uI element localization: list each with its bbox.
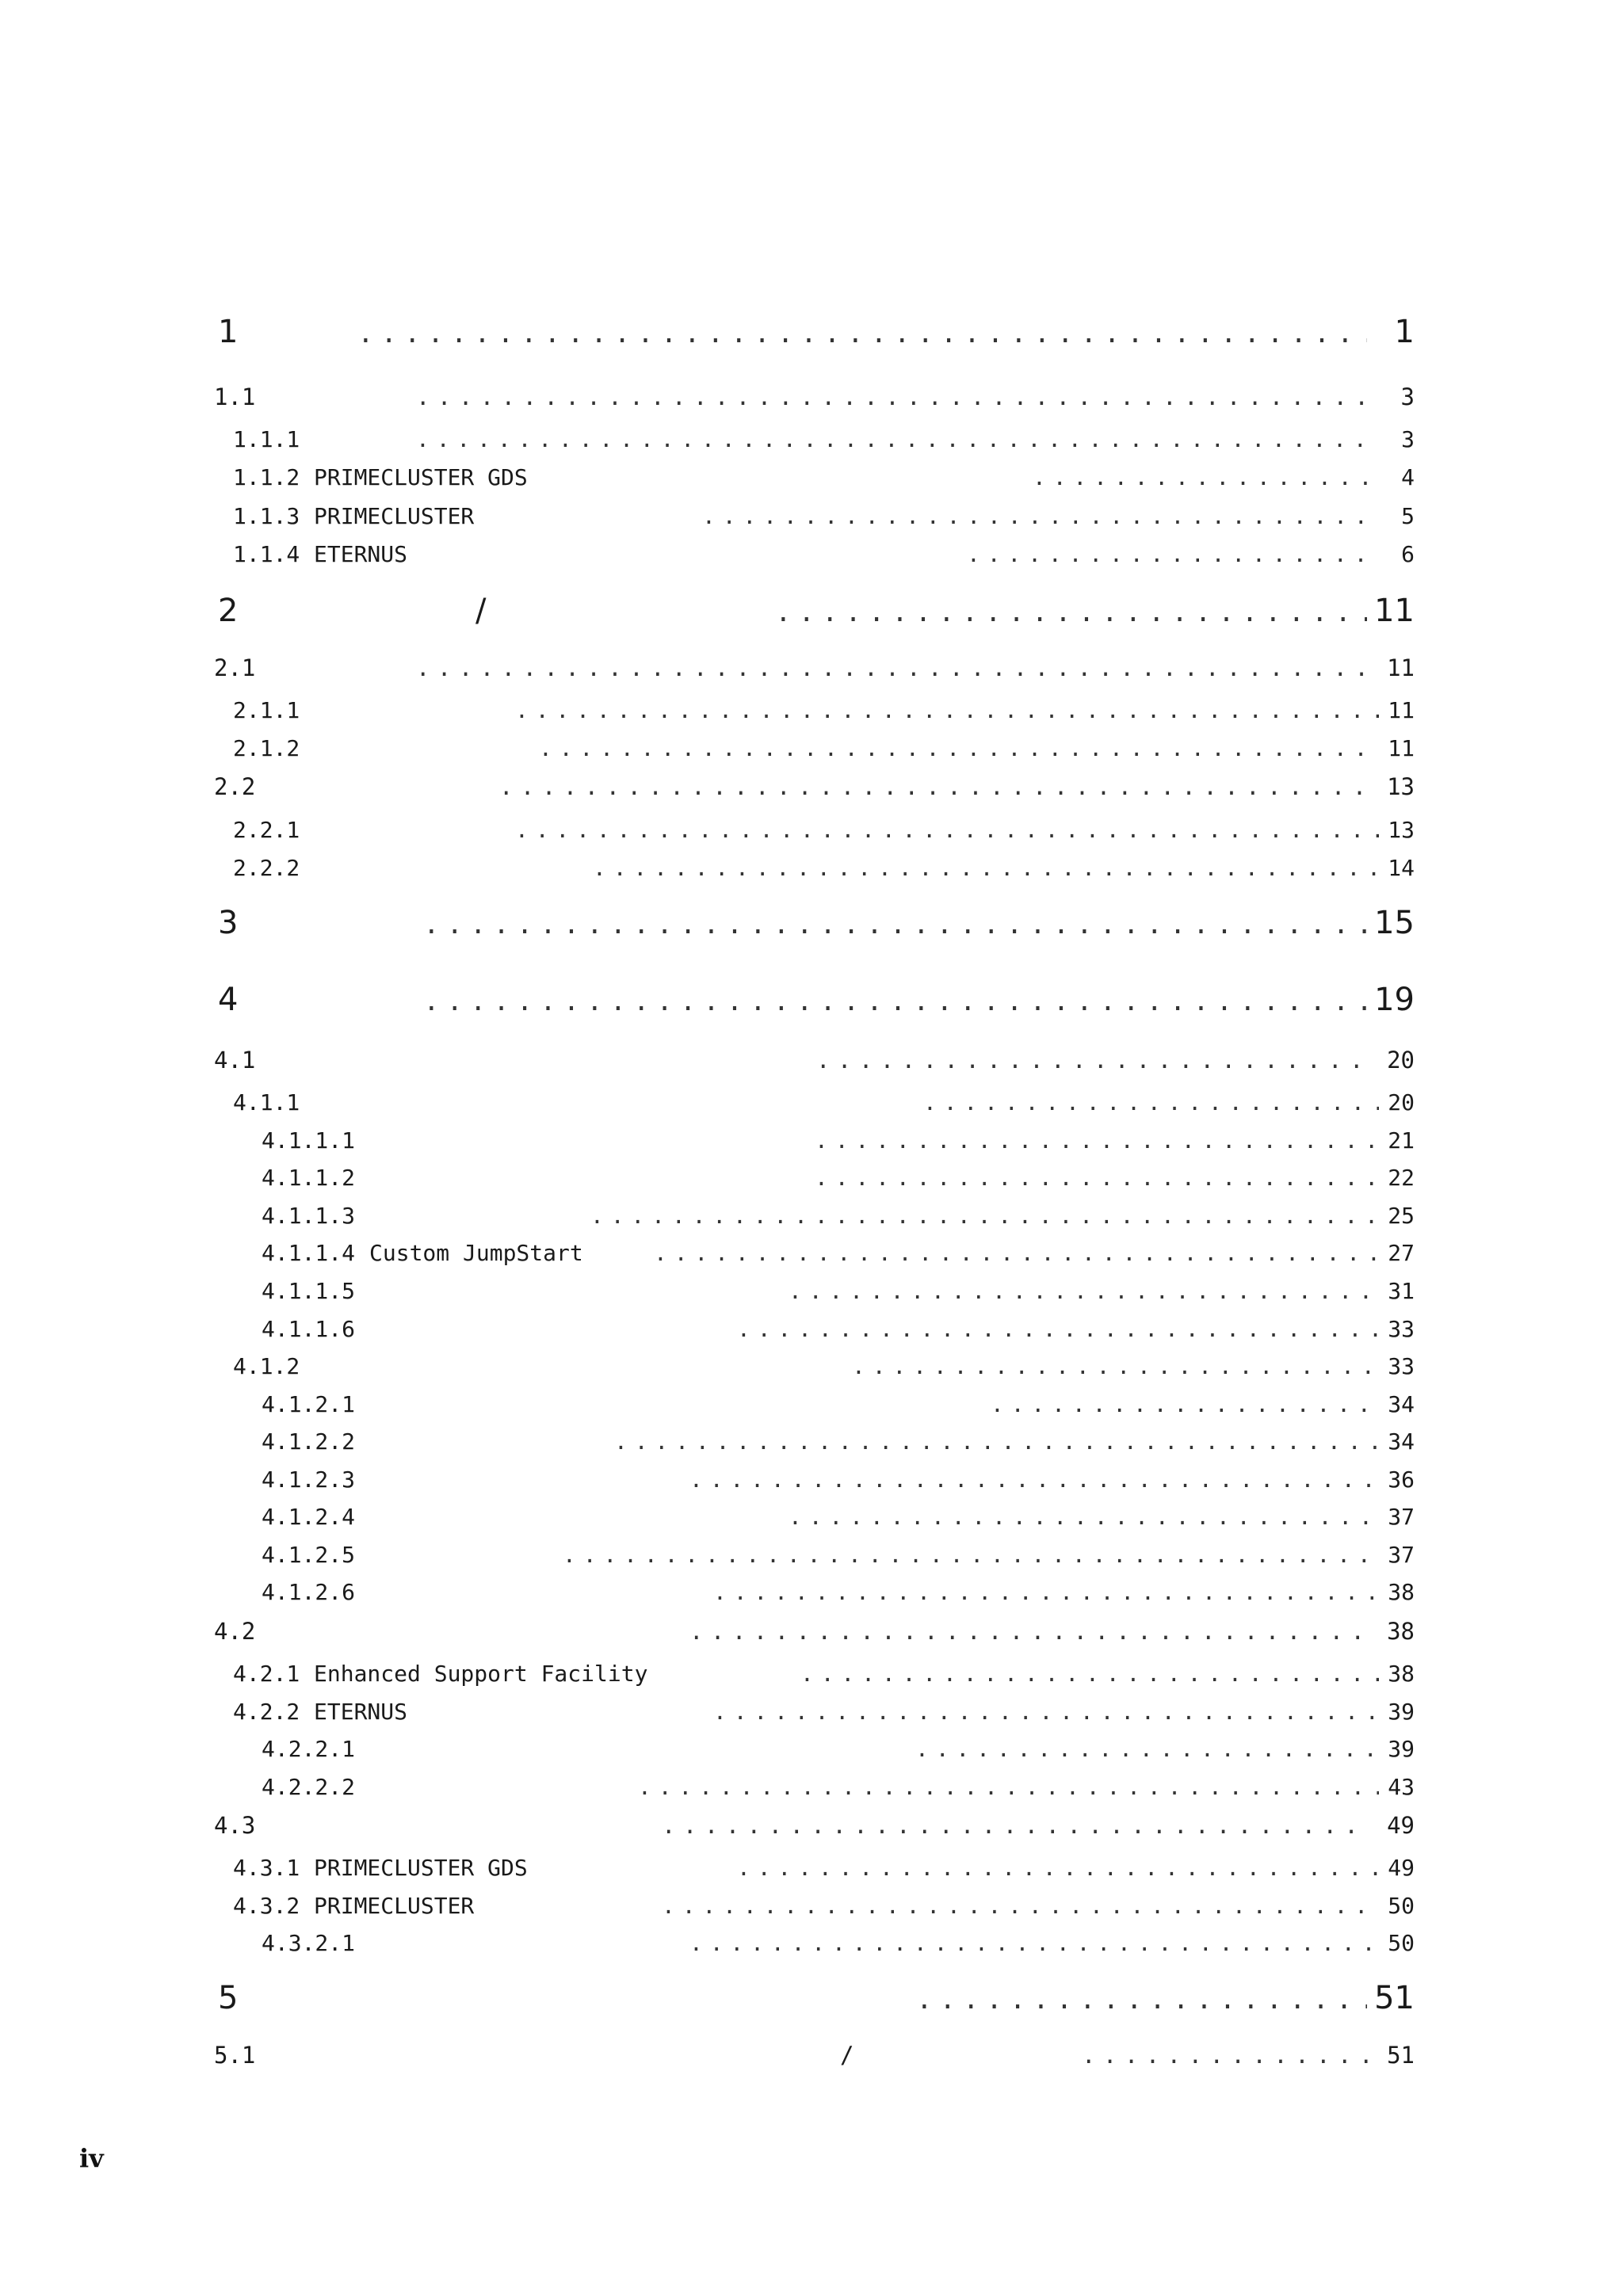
- toc-entry[interactable]: [214, 2042, 1415, 2068]
- toc-entry[interactable]: [214, 1047, 1415, 1073]
- toc-entry[interactable]: [214, 1737, 1415, 1761]
- toc-entry-number: 4.1.1.5: [262, 1278, 356, 1304]
- toc-entry-number: 4.1.1.2: [262, 1165, 356, 1191]
- toc-leader-dots: [789, 1505, 1379, 1529]
- toc-entry-number: 4.1.2: [233, 1353, 300, 1379]
- toc-entry[interactable]: [214, 1355, 1415, 1379]
- toc-entry-number: 4.2.2.1: [262, 1736, 356, 1762]
- toc-leader-dots: [852, 1355, 1379, 1379]
- toc-entry[interactable]: [214, 1662, 1415, 1686]
- toc-entry-title: Custom JumpStart: [369, 1240, 583, 1266]
- toc-entry-number: 1.1: [214, 383, 256, 410]
- toc-entry[interactable]: [214, 1280, 1415, 1303]
- toc-entry-title: ETERNUS: [314, 1699, 408, 1725]
- toc-entry[interactable]: [214, 1979, 1415, 2017]
- toc-entry-page: 13: [1388, 817, 1415, 843]
- toc-entry-page: 34: [1388, 1391, 1415, 1417]
- toc-leader-dots: [689, 1619, 1371, 1644]
- toc-leader-dots: [515, 818, 1379, 842]
- toc-entry-title: PRIMECLUSTER GDS: [314, 464, 528, 490]
- toc-entry[interactable]: [214, 737, 1415, 761]
- toc-leader-dots: [1033, 466, 1379, 490]
- toc-entry[interactable]: [214, 818, 1415, 842]
- toc-entry-page: 22: [1388, 1165, 1415, 1191]
- toc-entry-number: 4.1.1.6: [262, 1316, 356, 1342]
- toc-entry[interactable]: [214, 1543, 1415, 1567]
- toc-entry-page: 19: [1374, 982, 1415, 1018]
- toc-entry-page: 31: [1388, 1278, 1415, 1304]
- toc-entry-number: 2.2: [214, 773, 256, 800]
- toc-leader-dots: [789, 1280, 1379, 1303]
- toc-entry[interactable]: [214, 1430, 1415, 1454]
- toc-leader-dots: [426, 904, 1367, 942]
- toc-leader-dots: [713, 1700, 1379, 1724]
- toc-entry-page: 11: [1374, 593, 1415, 629]
- toc-leader-dots: [689, 1932, 1379, 1955]
- toc-entry-number: 2.2.2: [233, 855, 300, 881]
- toc-entry-page: 34: [1388, 1428, 1415, 1455]
- toc-entry[interactable]: [214, 1091, 1415, 1115]
- toc-entry-page: 4: [1401, 464, 1415, 490]
- toc-entry-number: 4.1.1: [233, 1089, 300, 1116]
- toc-entry-page: 38: [1388, 1579, 1415, 1605]
- toc-entry-number: 2.1.1: [233, 697, 300, 723]
- toc-entry-page: 20: [1388, 1089, 1415, 1116]
- toc-leader-dots: [416, 655, 1371, 681]
- toc-entry[interactable]: [214, 699, 1415, 723]
- toc-entry-page: 33: [1388, 1353, 1415, 1379]
- toc-entry[interactable]: [214, 466, 1415, 490]
- toc-leader-dots: [590, 1204, 1379, 1228]
- toc-leader-dots: [638, 1775, 1379, 1799]
- toc-entry-page: 11: [1388, 697, 1415, 723]
- toc-leader-dots: [737, 1318, 1379, 1341]
- toc-entry-page: 21: [1388, 1127, 1415, 1154]
- toc-leader-dots: [815, 1129, 1379, 1153]
- toc-entry-page: 36: [1388, 1466, 1415, 1493]
- toc-entry-page: 11: [1387, 654, 1415, 681]
- toc-entry[interactable]: [214, 543, 1415, 566]
- toc-leader-dots: [800, 1662, 1379, 1686]
- toc-leader-dots: [539, 737, 1379, 761]
- toc-entry[interactable]: [214, 1775, 1415, 1799]
- toc-leader-dots: [416, 428, 1379, 452]
- toc-entry-number: 5: [218, 1980, 239, 2016]
- toc-entry[interactable]: [214, 1505, 1415, 1529]
- toc-entry[interactable]: [214, 1856, 1415, 1880]
- toc-entry-number: 2: [218, 593, 239, 629]
- toc-entry-number: 2.2.1: [233, 817, 300, 843]
- toc-entry-page: 25: [1388, 1203, 1415, 1229]
- toc-entry[interactable]: [214, 313, 1415, 351]
- toc-leader-dots: [515, 699, 1379, 723]
- toc-entry-number: 1: [218, 314, 239, 350]
- toc-entry-number: 4.1.1.4: [262, 1240, 356, 1266]
- toc-leader-dots: [614, 1430, 1379, 1454]
- toc-leader-dots: [1082, 2042, 1371, 2068]
- toc-entry-page: 38: [1387, 1618, 1415, 1645]
- toc-entry[interactable]: [214, 428, 1415, 452]
- toc-entry[interactable]: [214, 655, 1415, 681]
- page-number: iv: [79, 2143, 104, 2173]
- toc-leader-dots: [991, 1393, 1379, 1417]
- toc-entry-number: 4: [218, 982, 239, 1018]
- toc-entry-page: 43: [1388, 1774, 1415, 1800]
- toc-entry-page: 14: [1388, 855, 1415, 881]
- toc-entry-number: 4.3.2.1: [262, 1930, 356, 1956]
- toc-entry-page: 38: [1388, 1661, 1415, 1687]
- toc-entry-number: 5.1: [214, 2042, 256, 2069]
- toc-entry-number: 4.1: [214, 1047, 256, 1074]
- toc-leader-dots: [778, 592, 1367, 630]
- toc-entry[interactable]: [214, 384, 1415, 410]
- toc-entry-page: 39: [1388, 1699, 1415, 1725]
- toc-entry-number: 4.1.2.2: [262, 1428, 356, 1455]
- toc-entry[interactable]: [214, 1894, 1415, 1918]
- toc-entry-number: 4.1.2.6: [262, 1579, 356, 1605]
- toc-entry[interactable]: [214, 1813, 1415, 1838]
- toc-entry[interactable]: [214, 1204, 1415, 1228]
- toc-entry-title: PRIMECLUSTER: [314, 503, 475, 529]
- toc-entry-page: 39: [1388, 1736, 1415, 1762]
- toc-entry-page: 15: [1374, 905, 1415, 941]
- toc-entry-number: 4.1.1.1: [262, 1127, 356, 1154]
- toc-entry-page: 13: [1387, 773, 1415, 800]
- toc-entry-page: 33: [1388, 1316, 1415, 1342]
- toc-leader-dots: [499, 774, 1371, 799]
- toc-leader-dots: [713, 1581, 1379, 1604]
- toc-entry-page: 49: [1387, 1812, 1415, 1839]
- toc-leader-dots: [361, 313, 1367, 351]
- toc-entry-page: 5: [1401, 503, 1415, 529]
- toc-entry-title: PRIMECLUSTER: [314, 1893, 475, 1919]
- toc-leader-dots: [816, 1047, 1371, 1073]
- toc-entry[interactable]: [214, 1393, 1415, 1417]
- toc-entry-number: 4.1.2.4: [262, 1504, 356, 1530]
- toc-entry[interactable]: [214, 1166, 1415, 1190]
- toc-entry-page: 37: [1388, 1504, 1415, 1530]
- toc-entry-title: /: [475, 593, 487, 629]
- toc-entry-number: 1.1.2: [233, 464, 300, 490]
- toc-entry-title: PRIMECLUSTER GDS: [314, 1855, 528, 1881]
- toc-leader-dots: [923, 1091, 1379, 1115]
- toc-entry-page: 20: [1387, 1047, 1415, 1074]
- toc-entry-number: 4.1.2.5: [262, 1542, 356, 1568]
- toc-entry-number: 1.1.3: [233, 503, 300, 529]
- toc-entry[interactable]: [214, 1619, 1415, 1644]
- toc-entry[interactable]: [214, 1581, 1415, 1604]
- toc-entry[interactable]: [214, 774, 1415, 799]
- toc-entry-page: 49: [1388, 1855, 1415, 1881]
- toc-leader-dots: [689, 1468, 1379, 1492]
- toc-leader-dots: [737, 1856, 1379, 1880]
- toc-entry-page: 11: [1388, 735, 1415, 761]
- toc-leader-dots: [563, 1543, 1379, 1567]
- toc-entry-page: 6: [1401, 541, 1415, 567]
- toc-entry[interactable]: [214, 981, 1415, 1019]
- toc-entry[interactable]: [214, 904, 1415, 942]
- toc-entry[interactable]: [214, 1932, 1415, 1955]
- toc-entry-page: 51: [1374, 1980, 1415, 2016]
- toc-entry-page: 50: [1388, 1893, 1415, 1919]
- toc-entry[interactable]: [214, 1700, 1415, 1724]
- toc-entry-number: 4.1.2.1: [262, 1391, 356, 1417]
- toc-entry-number: 2.1: [214, 654, 256, 681]
- toc-leader-dots: [967, 543, 1379, 566]
- toc-leader-dots: [654, 1241, 1379, 1265]
- toc-entry-number: 4.3.1: [233, 1855, 300, 1881]
- toc-entry-page: 3: [1400, 383, 1415, 410]
- toc-entry[interactable]: [214, 1129, 1415, 1153]
- toc-entry-number: 1.1.4: [233, 541, 300, 567]
- toc-entry-number: 4.2.2.2: [262, 1774, 356, 1800]
- toc-entry[interactable]: [214, 1318, 1415, 1341]
- toc-entry-number: 4.2.1: [233, 1661, 300, 1687]
- toc-entry-number: 4.3: [214, 1812, 256, 1839]
- toc-entry[interactable]: [214, 856, 1415, 880]
- toc-leader-dots: [662, 1813, 1371, 1838]
- toc-entry-title: ETERNUS: [314, 541, 408, 567]
- toc-entry-number: 4.3.2: [233, 1893, 300, 1919]
- toc-leader-dots: [426, 981, 1367, 1019]
- toc-leader-dots: [919, 1979, 1367, 2017]
- toc-entry[interactable]: [214, 1241, 1415, 1265]
- toc-entry-number: 4.2.2: [233, 1699, 300, 1725]
- toc-entry[interactable]: [214, 505, 1415, 528]
- toc-entry-number: 1.1.1: [233, 426, 300, 452]
- toc-entry-page: 37: [1388, 1542, 1415, 1568]
- toc-entry[interactable]: [214, 592, 1415, 630]
- toc-entry-number: 4.1.1.3: [262, 1203, 356, 1229]
- toc-entry[interactable]: [214, 1468, 1415, 1492]
- toc-entry-page: 3: [1401, 426, 1415, 452]
- toc-entry-number: 4.2: [214, 1618, 256, 1645]
- toc-entry-title: Enhanced Support Facility: [314, 1661, 648, 1687]
- toc-entry-number: 2.1.2: [233, 735, 300, 761]
- toc-entry-page: 50: [1388, 1930, 1415, 1956]
- toc-entry-number: 4.1.2.3: [262, 1466, 356, 1493]
- toc-leader-dots: [593, 856, 1379, 880]
- toc-entry-title: /: [840, 2042, 854, 2069]
- toc-entry-page: 1: [1394, 314, 1415, 350]
- toc-leader-dots: [915, 1737, 1379, 1761]
- toc-entry-page: 51: [1387, 2042, 1415, 2069]
- toc-entry-page: 27: [1388, 1240, 1415, 1266]
- toc-leader-dots: [702, 505, 1379, 528]
- toc-entry-number: 3: [218, 905, 239, 941]
- toc-leader-dots: [662, 1894, 1379, 1918]
- toc-leader-dots: [815, 1166, 1379, 1190]
- toc-leader-dots: [416, 384, 1371, 410]
